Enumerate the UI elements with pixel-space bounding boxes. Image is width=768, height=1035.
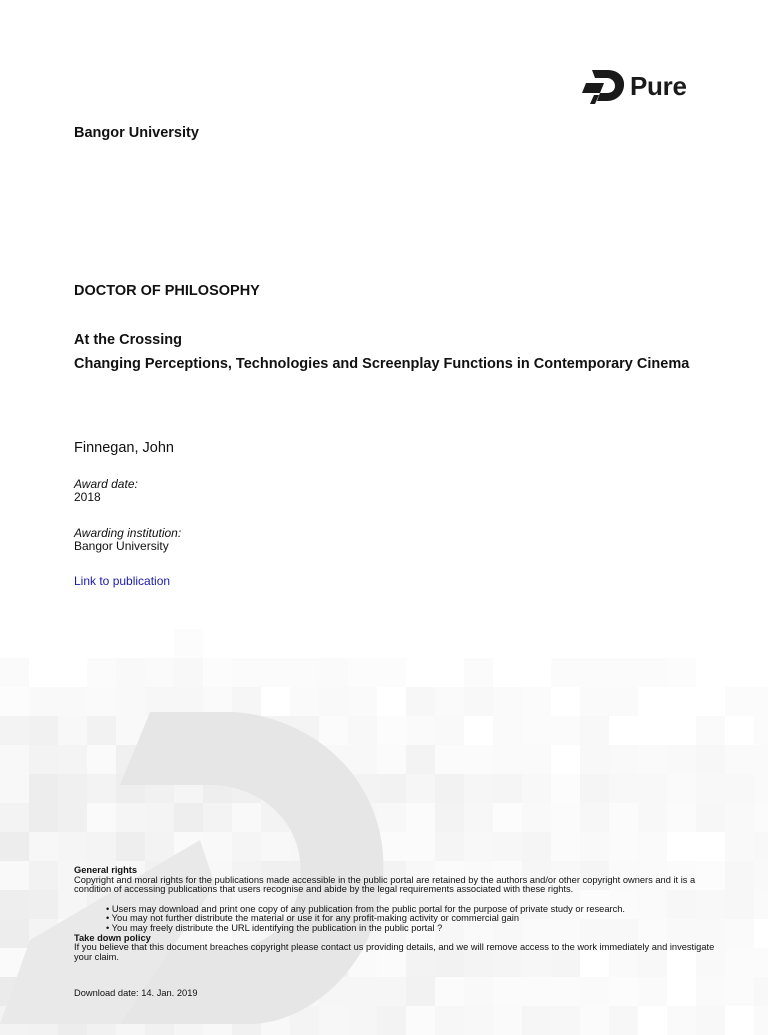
takedown-heading: Take down policy [74,932,151,943]
list-item: • Users may download and print one copy of any publication from the public portal for the purpose of private study or research. [106,905,724,915]
pure-logo [582,68,687,104]
awarding-institution-label: Awarding institution: [74,526,182,540]
list-item: • You may not further distribute the material or use it for any profit-making activity or commercial gain [106,914,724,924]
pure-logo-text: Pure [630,70,687,101]
general-rights-text: Copyright and moral rights for the publications made accessible in the public portal are retained by the authors and/or other copyright owners and it is a condition of accessing publications that users recognise and abide by the legal requirements associated with these rights. [74,874,696,895]
publication-link[interactable]: Link to publication [74,574,171,588]
list-item: • You may freely distribute the URL identifying the publication in the public portal ? [106,924,724,934]
download-date: Download date: 14. Jan. 2019 [74,988,198,998]
general-rights-heading: General rights [74,865,138,875]
thesis-title: At the Crossing [74,332,182,348]
thesis-subtitle: Changing Perceptions, Technologies and Screenplay Functions in Contemporary Cinema [74,356,690,372]
award-date-value: 2018 [74,490,101,504]
rights-bullet-list [106,905,724,934]
awarding-institution-value: Bangor University [74,539,169,553]
award-date-label: Award date: [74,477,138,491]
institution-name: Bangor University [74,125,199,141]
takedown-text: If you believe that this document breaches copyright please contact us providing details, and we will remove access to the work immediately and investigate your claim. [74,942,715,962]
pure-logo-mark-icon [582,68,626,104]
degree-type: DOCTOR OF PHILOSOPHY [74,283,260,299]
rights-section [74,866,724,962]
author-name: Finnegan, John [74,440,174,456]
